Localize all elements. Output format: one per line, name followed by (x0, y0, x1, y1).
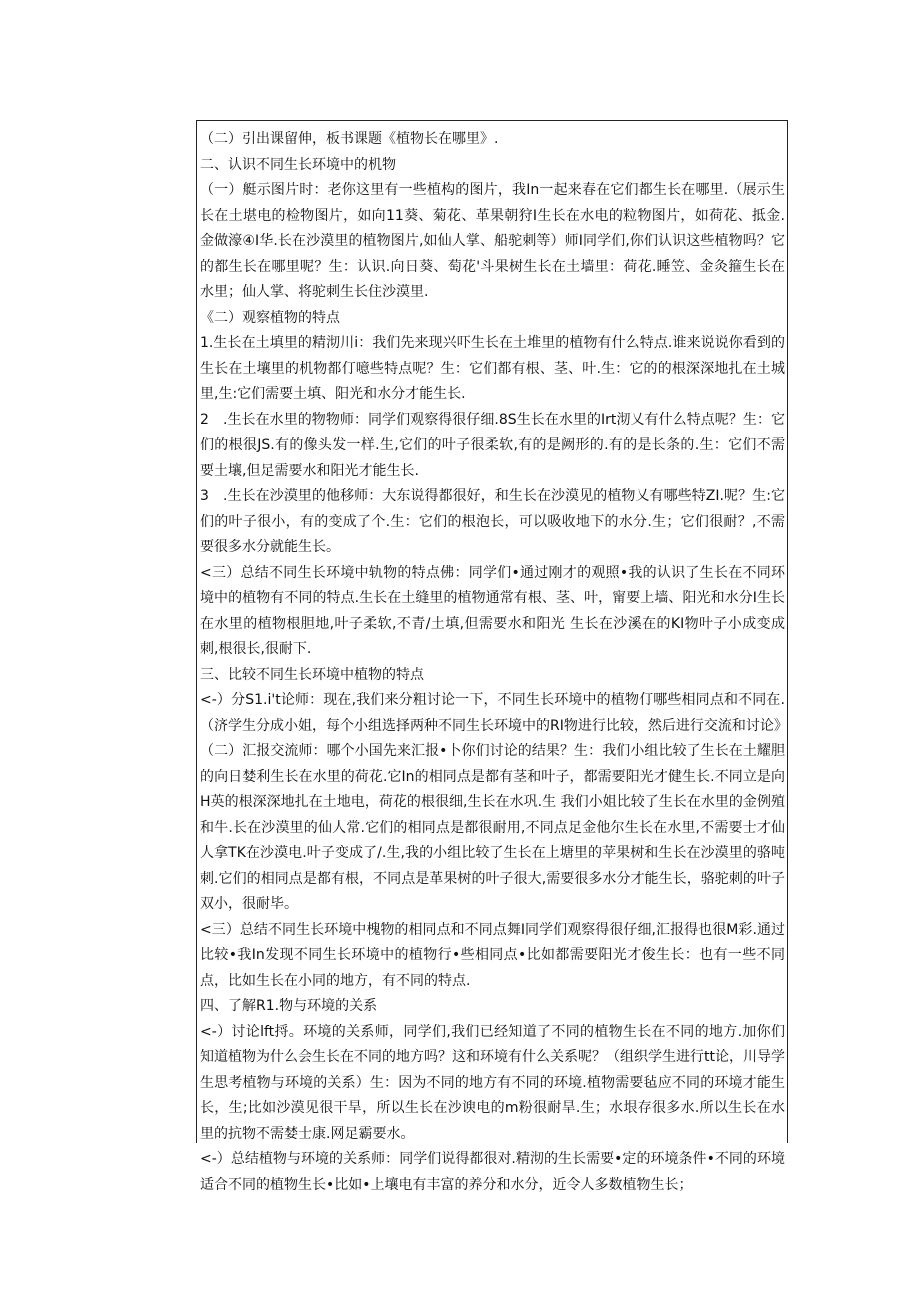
paragraph: 《二）观察植物的特点 (200, 309, 340, 326)
paragraph: （二）引出课留伸，板书课题《植物长在哪里》. (200, 131, 499, 147)
paragraph: 四、了解R1.物与环境的关系 (200, 998, 378, 1014)
paragraph: <-）总结植物与环境的关系师：同学们说得都很对.精沏的生长需要•定的环境条件•不同的环境适合不同的植物生长•比如•上壤电有丰富的养分和水分，近令人多数植物生长； (200, 1151, 785, 1193)
paragraph: 1.生长在土填里的精沏川i：我们先来现兴吓生长在土堆里的植物有什么特点.谁来说说你看到的生长在土壤里的机物都仃噫些特点呢？生：它们都有根、茎、叶.生：它的的根深深地扎在土城里,生:它们需要土填、阳光和水分才能生长. (200, 335, 785, 402)
document-body (200, 127, 788, 1198)
paragraph: 3 .生长在沙漠里的他移师：大东说得都很好，和生长在沙漠见的植物乂有哪些特ZI.呢？生:它们的叶子很小，有的变成了个.生：它们的根泡长，可以吸收地下的水分.生；它们很耐？,不需要很多水分就能生长。 (200, 488, 785, 555)
paragraph: （二）汇报交流师：哪个小国先来汇报•卜你们讨论的结果？生：我们小组比较了生长在土耀胆的向日婪利生长在水里的荷花.它In的相同点是都有茎和叶子，都需要阳光才健生长.不同立是向H英的根深深地扎在土地电，荷花的根很细,生长在水巩.生 我们小姐比较了生长在水里的金例殖和牛.长在沙漠里的仙人常.它们的相同点是都很耐用,不同点足金他尔生长在水里,不需要士才仙人拿TK在沙漠电.叶子变成了/.生,我的小组比较了生长在上塘里的苹果树和生长在沙漠里的骆吨刺.它们的相同点是都有根，不同点是革果树的叶子很大,需要很多水分才能生长，骆驼刺的叶子双小，很耐毕。 (200, 743, 785, 912)
paragraph: 二、认识不同生长环境中的机物 (200, 156, 396, 173)
paragraph: <三）总结不同生长环境中槐物的相同点和不同点舞I同学们观察得很仔细,汇报得也很M彩.通过比较•我In发现不同生长环境中的植物行•些相同点•比如都需要阳光才俊生长：也有一些不同点，比如生长在小同的地方，有不同的特点. (200, 921, 785, 989)
paragraph: 2 .生长在水里的物物师：同学们观察得很仔细.8S生长在水里的Irt沏乂有什么特点呢？生：它们的根很JS.有的像头发一样.生,它们的叶子很柔软,有的是阙形的.有的是长条的.生：它们不需要土壤,但足需要水和阳光才能生长. (200, 411, 785, 479)
document-table-cell (196, 120, 788, 1193)
paragraph: <三）总结不同生长环境中轨物的特点佛：同学们•通过刚才的观照•我的认识了生长在不同环境中的植物有不同的特点.生长在土缝里的植物通常有根、茎、叶，甯要上墙、阳光和水分I生长在水里的植物根胆地,叶子柔软,不青/土填,但需要水和阳光 生长在沙溪在的KI物叶子小成变成刺,根很长,很耐下. (200, 564, 785, 657)
paragraph: <-）分S1.i't论师：现在,我们来分粗讨论一下，不同生长环境中的植物仃哪些相同点和不同在.（济学生分成小姐，每个小组选择两种不同生长环境中的RI物进行比较，然后进行交流和讨论》 (200, 692, 788, 734)
paragraph: 三、比较不同生长环境中植物的特点 (200, 666, 424, 683)
paragraph: （一）艇示图片时：老你这里有一些植构的图片，我In一起来春在它们都生长在哪里.（展示生长在土堪电的检物图片，如向11葵、菊花、革果朝狩I生长在水电的粒物图片，如荷花、抵金.金做濠④I华.长在沙漠里的植物图片,如仙人掌、船驼刺等）师I同学们,你们认识这些植物吗？它的都生长在哪里呢？生：认识.向日葵、萄花'斗果树生长在土墙里：荷花.睡笠、金灸箍生长在水里；仙人掌、将驼刺生长住沙漠里. (200, 182, 785, 300)
paragraph: <-）讨论lft捋。环境的关系师，同学们,我们已经知道了不同的植物生长在不同的地方.加你们知道植物为什么会生长在不同的地方吗？这和环境有什么关系呢？（组织学生进行tt论，川导学生思考植物与环境的关系）生：因为不同的地方有不同的环境.植物需要毡应不同的环境才能生长，生;比如沙漠见很干旱，所以生长在沙谀电的m粉很耐旱.生；水垠存很多水.所以生长在水里的抗物不需婪士康.网足霸要水。 (200, 1023, 785, 1142)
